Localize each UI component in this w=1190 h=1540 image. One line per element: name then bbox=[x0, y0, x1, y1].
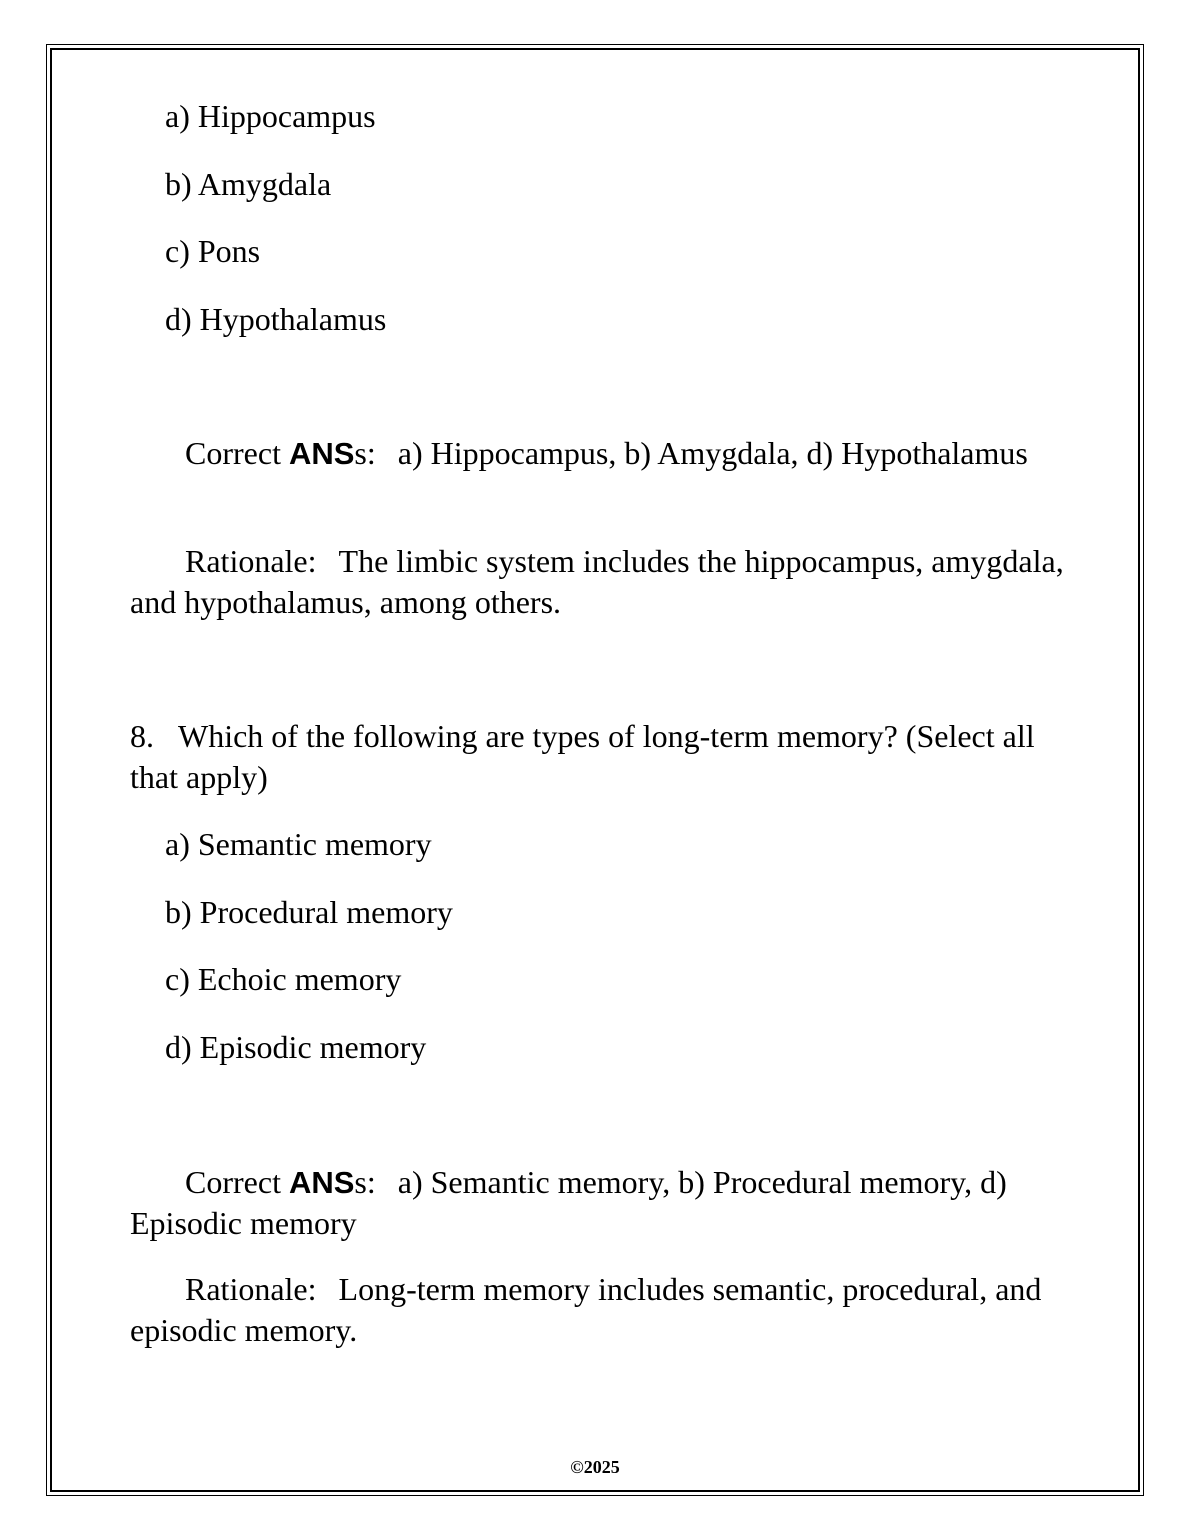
copyright-footer: ©2025 bbox=[570, 1457, 620, 1477]
q8-option-b: b) Procedural memory bbox=[165, 894, 453, 930]
q7-rationale-text: The limbic system includes the hippocampus, amygdala, and hypothalamus, among others. bbox=[130, 543, 1064, 620]
q8-rationale-label: Rationale: bbox=[185, 1271, 317, 1307]
q7-option-b: b) Amygdala bbox=[165, 166, 332, 202]
q8-rationale bbox=[130, 1269, 1070, 1351]
q8-correct-text: a) Semantic memory, b) Procedural memory, d) Episodic memory bbox=[130, 1164, 1007, 1241]
q7-rationale bbox=[130, 541, 1070, 623]
q8-correct-suffix: s: bbox=[354, 1164, 376, 1200]
q7-option-a: a) Hippocampus bbox=[165, 98, 376, 134]
q8-ans-label: ANS bbox=[288, 1165, 355, 1200]
q7-correct-answers bbox=[130, 433, 1070, 474]
q7-rationale-label: Rationale: bbox=[185, 543, 317, 579]
q8-question bbox=[130, 716, 1070, 798]
q8-number: 8. bbox=[130, 718, 154, 754]
q7-ans-label: ANS bbox=[288, 436, 355, 471]
q7-correct-suffix: s: bbox=[354, 435, 376, 471]
q8-option-d: d) Episodic memory bbox=[165, 1029, 427, 1065]
q8-option-a: a) Semantic memory bbox=[165, 826, 432, 862]
q8-question-text: Which of the following are types of long-term memory? (Select all that apply) bbox=[130, 718, 1035, 795]
q8-rationale-text: Long-term memory includes semantic, procedural, and episodic memory. bbox=[130, 1271, 1042, 1348]
q8-option-c: c) Echoic memory bbox=[165, 961, 402, 997]
q7-option-c: c) Pons bbox=[165, 233, 261, 269]
q7-correct-text: a) Hippocampus, b) Amygdala, d) Hypothalamus bbox=[397, 435, 1028, 471]
q8-correct-answers bbox=[130, 1162, 1070, 1244]
q7-correct-prefix: Correct bbox=[185, 435, 289, 471]
q8-correct-prefix: Correct bbox=[185, 1164, 289, 1200]
q7-option-d: d) Hypothalamus bbox=[165, 301, 387, 337]
